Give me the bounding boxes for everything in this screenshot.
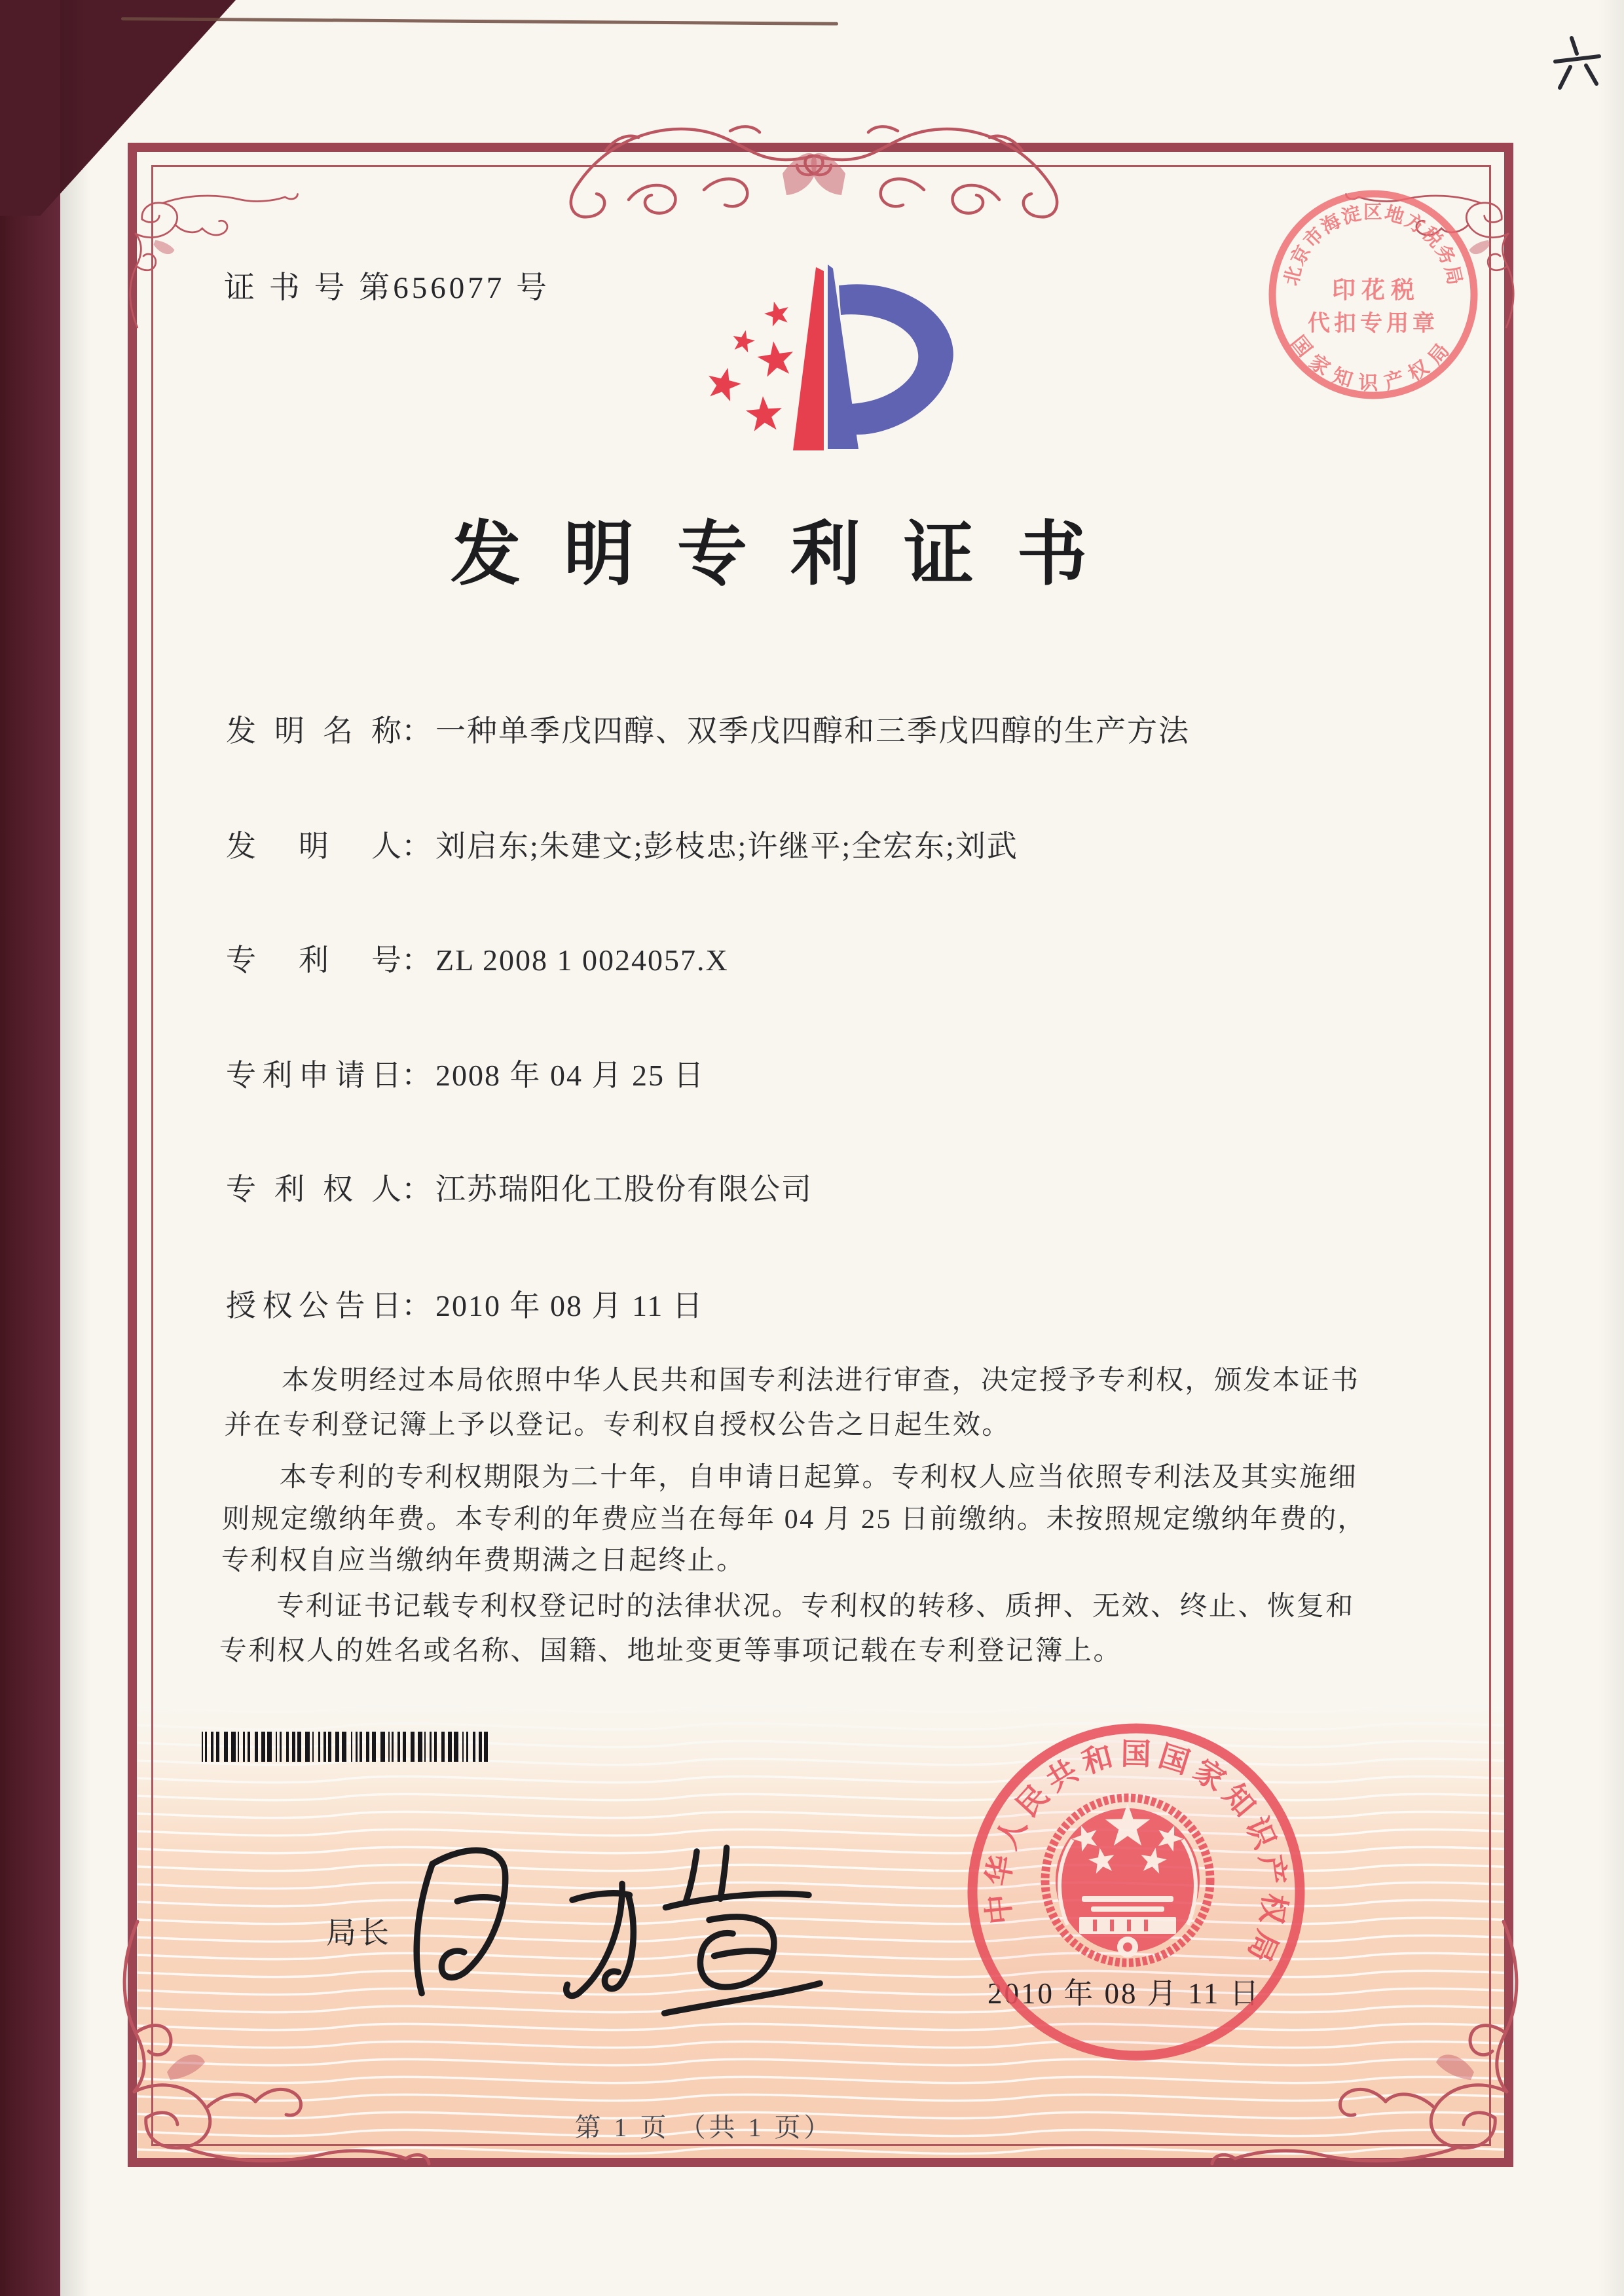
certificate-title: 发明专利证书	[451, 517, 1131, 594]
legal-text-line: 专利权自应当缴纳年费期满之日起终止。	[221, 1546, 747, 1576]
cnipa-logo	[704, 264, 953, 450]
tax-seal-top-arc-text: 北京市海淀区地方税务局	[1281, 202, 1466, 289]
field-colon: ：	[401, 1289, 432, 1322]
field-label: 专利申请日	[226, 1059, 401, 1092]
logo-stars	[704, 299, 796, 432]
dragon-ornament	[571, 126, 1057, 217]
field-value: 2010 年 08 月 11 日	[435, 1289, 704, 1322]
logo-red-wedge	[793, 267, 824, 450]
legal-text-line: 并在专利登记簿上予以登记。专利权自授权公告之日起生效。	[223, 1410, 1012, 1440]
field-colon: ：	[401, 829, 432, 863]
certificate-number: 证 书 号 第656077 号	[224, 271, 550, 305]
logo-p-bowl	[839, 284, 953, 434]
field-value: ZL 2008 1 0024057.X	[435, 943, 729, 977]
legal-text-line: 则规定缴纳年费。本专利的年费应当在每年 04 月 25 日前缴纳。未按照规定缴纳年费的，	[221, 1504, 1367, 1535]
legal-text-line: 专利权人的姓名或名称、国籍、地址变更等事项记载在专利登记簿上。	[219, 1636, 1123, 1666]
tax-seal-bottom-arc-text: 国家知识产权局	[1286, 332, 1459, 395]
field-colon: ：	[401, 714, 432, 748]
stamp-tax-seal	[1272, 194, 1474, 395]
field-label: 专利号	[226, 943, 401, 977]
field-value: 一种单季戊四醇、双季戊四醇和三季戊四醇的生产方法	[435, 714, 1190, 748]
legal-text-line: 本专利的专利权期限为二十年，自申请日起算。专利权人应当依照专利法及其实施细	[279, 1463, 1358, 1493]
office-seal-arc-text: 中华人民共和国国家知识产权局	[980, 1737, 1292, 1973]
field-value: 刘启东;朱建文;彭枝忠;许继平;全宏东;刘武	[435, 829, 1018, 863]
director-title: 局长	[326, 1916, 392, 1950]
tax-seal-center-line2: 代扣专用章	[1308, 312, 1439, 336]
issue-date: 2010 年 08 月 11 日	[987, 1977, 1261, 2010]
svg-text:国家知识产权局	[1287, 332, 1459, 394]
director-signature	[416, 1848, 820, 2013]
field-label: 专利权人	[226, 1173, 401, 1206]
field-label: 发明名称	[226, 714, 401, 748]
corner-flourish-ornaments	[124, 194, 1517, 2164]
handwritten-mark	[1555, 38, 1599, 88]
legal-text-line: 专利证书记载专利权登记时的法律状况。专利权的转移、质押、无效、终止、恢复和	[276, 1592, 1356, 1622]
page-number: 第 1 页 （共 1 页）	[574, 2113, 834, 2142]
field-colon: ：	[401, 943, 432, 977]
field-value: 2008 年 04 月 25 日	[435, 1059, 705, 1092]
field-label: 授权公告日	[226, 1289, 401, 1322]
field-colon: ：	[401, 1059, 432, 1092]
office-seal	[972, 1728, 1300, 2056]
field-value: 江苏瑞阳化工股份有限公司	[435, 1173, 813, 1206]
tax-seal-center-line1: 印 花 税	[1331, 277, 1415, 303]
barcode	[202, 1732, 488, 1762]
field-label: 发明人	[226, 829, 401, 863]
legal-text-line: 本发明经过本局依照中华人民共和国专利法进行审查，决定授予专利权，颁发本证书	[281, 1366, 1361, 1396]
field-colon: ：	[401, 1173, 432, 1206]
